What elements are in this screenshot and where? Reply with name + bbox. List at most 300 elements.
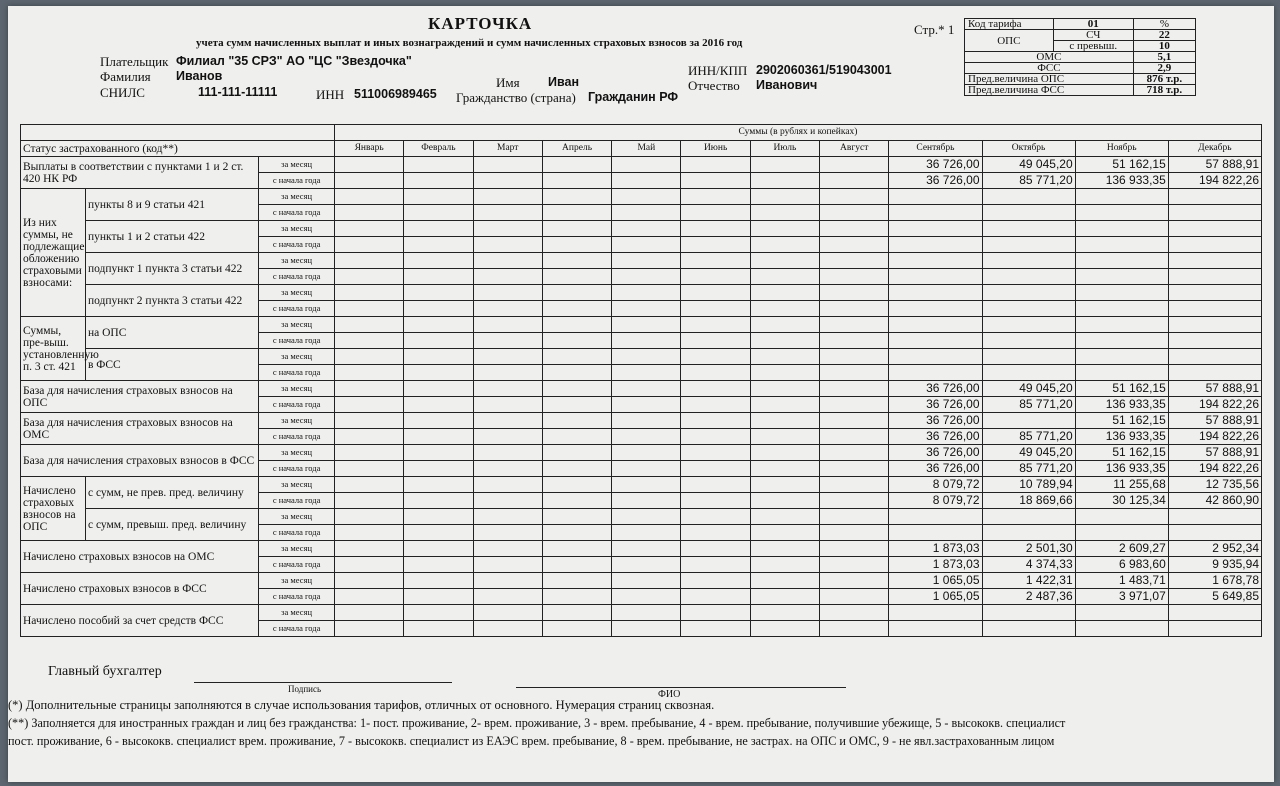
month-cell — [404, 445, 473, 461]
month-cell — [542, 173, 611, 189]
period-label: с начала года — [259, 365, 335, 381]
month-cell — [335, 509, 404, 525]
month-cell — [473, 477, 542, 493]
value-cell: 1 065,05 — [889, 589, 982, 605]
month-cell — [542, 333, 611, 349]
month-cell — [404, 429, 473, 445]
month-header: Июль — [750, 141, 819, 157]
value-cell — [1075, 189, 1168, 205]
month-cell — [404, 477, 473, 493]
month-cell — [542, 621, 611, 637]
value-cell — [1075, 525, 1168, 541]
period-label: за месяц — [259, 285, 335, 301]
month-cell — [335, 605, 404, 621]
fio-caption: ФИО — [658, 689, 681, 700]
value-cell — [1075, 621, 1168, 637]
value-cell: 2 501,30 — [982, 541, 1075, 557]
month-cell — [820, 493, 889, 509]
month-cell — [404, 365, 473, 381]
limit-ops-value: 876 т.р. — [1133, 74, 1195, 85]
month-cell — [404, 621, 473, 637]
month-cell — [612, 477, 681, 493]
month-cell — [681, 461, 750, 477]
month-cell — [820, 509, 889, 525]
value-cell: 51 162,15 — [1075, 157, 1168, 173]
table-row — [21, 221, 1262, 237]
value-cell — [982, 525, 1075, 541]
month-cell — [404, 605, 473, 621]
value-cell: 42 860,90 — [1168, 493, 1261, 509]
month-cell — [473, 253, 542, 269]
value-cell — [1168, 301, 1261, 317]
month-cell — [335, 285, 404, 301]
month-cell — [750, 365, 819, 381]
value-cell: 3 971,07 — [1075, 589, 1168, 605]
base-ops-month-row — [21, 381, 1262, 397]
value-cell: 194 822,26 — [1168, 173, 1261, 189]
month-cell — [820, 349, 889, 365]
on-ops-label: на ОПС — [85, 317, 258, 349]
month-cell — [750, 173, 819, 189]
month-cell — [542, 461, 611, 477]
month-cell — [473, 557, 542, 573]
value-cell: 1 422,31 — [982, 573, 1075, 589]
month-cell — [681, 349, 750, 365]
month-cell — [404, 221, 473, 237]
month-cell — [542, 445, 611, 461]
document-subtitle: учета сумм начисленных выплат и иных вознаграждений и сумм начисленных страховых взносов за 2016 год — [196, 37, 743, 49]
month-cell — [473, 317, 542, 333]
month-cell — [404, 333, 473, 349]
month-cell — [542, 285, 611, 301]
month-cell — [612, 397, 681, 413]
month-cell — [681, 189, 750, 205]
month-cell — [681, 285, 750, 301]
month-cell — [542, 413, 611, 429]
month-cell — [542, 189, 611, 205]
value-cell — [889, 285, 982, 301]
month-cell — [404, 557, 473, 573]
value-cell: 1 873,03 — [889, 557, 982, 573]
value-cell — [889, 509, 982, 525]
period-label: за месяц — [259, 445, 335, 461]
month-header: Март — [473, 141, 542, 157]
value-cell: 51 162,15 — [1075, 445, 1168, 461]
value-cell: 36 726,00 — [889, 461, 982, 477]
period-label: за месяц — [259, 157, 335, 173]
month-cell — [750, 237, 819, 253]
value-cell — [889, 237, 982, 253]
month-cell — [473, 349, 542, 365]
month-header: Ноябрь — [1075, 141, 1168, 157]
month-cell — [404, 157, 473, 173]
month-cell — [612, 573, 681, 589]
month-cell — [542, 509, 611, 525]
month-cell — [681, 621, 750, 637]
limit-fss-label: Пред.величина ФСС — [965, 85, 1134, 96]
value-cell — [889, 349, 982, 365]
month-cell — [612, 557, 681, 573]
value-cell — [1168, 221, 1261, 237]
month-cell — [473, 205, 542, 221]
period-label: за месяц — [259, 189, 335, 205]
month-cell — [542, 589, 611, 605]
month-cell — [750, 205, 819, 221]
exempt-group-label: Из них суммы, не подлежащие обложению страховыми взносами: — [21, 189, 86, 317]
month-cell — [404, 397, 473, 413]
month-cell — [820, 573, 889, 589]
fss-label: ФСС — [965, 63, 1134, 74]
month-cell — [404, 573, 473, 589]
month-cell — [820, 605, 889, 621]
period-label: с начала года — [259, 173, 335, 189]
month-cell — [681, 317, 750, 333]
value-cell: 194 822,26 — [1168, 429, 1261, 445]
month-cell — [750, 253, 819, 269]
month-cell — [820, 557, 889, 573]
card-document — [8, 6, 1274, 782]
month-cell — [335, 317, 404, 333]
benefits-label: Начислено пособий за счет средств ФСС — [21, 605, 259, 637]
over-value: 10 — [1133, 41, 1195, 52]
month-cell — [681, 605, 750, 621]
month-cell — [335, 621, 404, 637]
base-fss-month-row — [21, 445, 1262, 461]
payments-month-row — [21, 157, 1262, 173]
value-cell — [982, 285, 1075, 301]
month-cell — [750, 573, 819, 589]
period-label: за месяц — [259, 509, 335, 525]
citizenship-label: Гражданство (страна) — [456, 90, 576, 105]
month-cell — [681, 205, 750, 221]
month-cell — [681, 381, 750, 397]
snils-value: 111-111-11111 — [198, 85, 278, 99]
month-cell — [681, 301, 750, 317]
sch-value: 22 — [1133, 30, 1195, 41]
value-cell — [1075, 605, 1168, 621]
month-header: Июнь — [681, 141, 750, 157]
month-cell — [473, 621, 542, 637]
month-cell — [542, 477, 611, 493]
under-limit-label: с сумм, не прев. пред. величину — [85, 477, 258, 509]
month-cell — [681, 157, 750, 173]
value-cell — [1168, 317, 1261, 333]
value-cell — [1075, 253, 1168, 269]
value-cell: 2 609,27 — [1075, 541, 1168, 557]
month-cell — [335, 461, 404, 477]
month-cell — [404, 413, 473, 429]
month-cell — [820, 157, 889, 173]
month-cell — [473, 461, 542, 477]
month-cell — [820, 429, 889, 445]
month-cell — [820, 301, 889, 317]
value-cell — [982, 605, 1075, 621]
month-cell — [335, 477, 404, 493]
month-cell — [750, 381, 819, 397]
value-cell: 36 726,00 — [889, 445, 982, 461]
month-cell — [750, 621, 819, 637]
table-row — [21, 605, 1262, 621]
month-header: Сентябрь — [889, 141, 982, 157]
value-cell: 11 255,68 — [1075, 477, 1168, 493]
month-cell — [335, 269, 404, 285]
value-cell — [889, 605, 982, 621]
footnote-status-1: (**) Заполняется для иностранных граждан и лиц без гражданства: 1- пост. проживание, 2- врем. проживание, 3 - врем. пребывание, 4 - врем. пребывание, получившие убежище, 5 - высококв. специалист — [8, 716, 1066, 730]
month-cell — [612, 301, 681, 317]
value-cell: 85 771,20 — [982, 429, 1075, 445]
inn-kpp-label: ИНН/КПП — [688, 63, 748, 78]
month-cell — [750, 285, 819, 301]
month-cell — [473, 269, 542, 285]
month-cell — [750, 349, 819, 365]
month-cell — [750, 589, 819, 605]
value-cell — [982, 365, 1075, 381]
value-cell — [1168, 333, 1261, 349]
month-cell — [473, 573, 542, 589]
month-cell — [820, 461, 889, 477]
value-cell: 51 162,15 — [1075, 413, 1168, 429]
month-cell — [335, 381, 404, 397]
month-cell — [542, 317, 611, 333]
month-cell — [681, 333, 750, 349]
value-cell: 136 933,35 — [1075, 461, 1168, 477]
month-cell — [820, 525, 889, 541]
month-cell — [750, 541, 819, 557]
month-cell — [404, 253, 473, 269]
table-row — [21, 317, 1262, 333]
month-cell — [750, 301, 819, 317]
period-label: за месяц — [259, 541, 335, 557]
month-cell — [681, 413, 750, 429]
surname-label: Фамилия — [100, 69, 151, 84]
footnote-status-2: пост. проживание, 6 - высококв. специалист врем. проживание, 7 - высококв. специалист из ЕАЭС врем. пребывание, 8 - врем. пребывание, не застрах. на ОПС и ОМС, 9 - не явл.застрахованным лицом — [8, 734, 1055, 748]
period-label: за месяц — [259, 413, 335, 429]
month-cell — [473, 397, 542, 413]
month-cell — [542, 237, 611, 253]
value-cell — [982, 413, 1075, 429]
payments-label: Выплаты в соответствии с пунктами 1 и 2 ст. 420 НК РФ — [21, 157, 259, 189]
value-cell — [1075, 269, 1168, 285]
month-cell — [612, 605, 681, 621]
month-cell — [612, 205, 681, 221]
value-cell: 6 983,60 — [1075, 557, 1168, 573]
month-cell — [473, 413, 542, 429]
table-row — [21, 285, 1262, 301]
value-cell: 4 374,33 — [982, 557, 1075, 573]
period-label: с начала года — [259, 525, 335, 541]
month-cell — [612, 429, 681, 445]
surname-value: Иванов — [176, 69, 223, 83]
month-cell — [612, 285, 681, 301]
month-cell — [335, 253, 404, 269]
oms-value: 5,1 — [1133, 52, 1195, 63]
value-cell — [982, 221, 1075, 237]
value-cell — [982, 621, 1075, 637]
value-cell — [889, 221, 982, 237]
month-cell — [681, 445, 750, 461]
table-row — [21, 349, 1262, 365]
month-cell — [750, 509, 819, 525]
period-label: с начала года — [259, 557, 335, 573]
month-cell — [681, 589, 750, 605]
month-cell — [612, 493, 681, 509]
month-cell — [473, 525, 542, 541]
month-cell — [473, 493, 542, 509]
month-cell — [404, 189, 473, 205]
month-cell — [335, 157, 404, 173]
limit-fss-value: 718 т.р. — [1133, 85, 1195, 96]
month-cell — [820, 317, 889, 333]
value-cell: 136 933,35 — [1075, 173, 1168, 189]
period-label: с начала года — [259, 493, 335, 509]
p8-9-label: пункты 8 и 9 статьи 421 — [85, 189, 258, 221]
month-cell — [404, 285, 473, 301]
month-header: Октябрь — [982, 141, 1075, 157]
month-cell — [820, 477, 889, 493]
month-cell — [820, 221, 889, 237]
month-cell — [750, 157, 819, 173]
months-row — [21, 141, 1262, 157]
month-header: Апрель — [542, 141, 611, 157]
month-cell — [335, 525, 404, 541]
over-label: с превыш. — [1053, 41, 1133, 52]
month-cell — [612, 157, 681, 173]
tariff-table — [964, 18, 1196, 96]
month-cell — [335, 413, 404, 429]
month-cell — [612, 173, 681, 189]
value-cell: 9 935,94 — [1168, 557, 1261, 573]
value-cell: 85 771,20 — [982, 173, 1075, 189]
month-cell — [612, 525, 681, 541]
month-cell — [335, 445, 404, 461]
month-cell — [750, 397, 819, 413]
month-cell — [404, 589, 473, 605]
month-cell — [612, 317, 681, 333]
name-label: Имя — [496, 75, 520, 90]
month-cell — [750, 269, 819, 285]
month-cell — [681, 493, 750, 509]
value-cell — [1168, 349, 1261, 365]
value-cell: 36 726,00 — [889, 157, 982, 173]
month-cell — [612, 509, 681, 525]
month-cell — [473, 333, 542, 349]
period-label: за месяц — [259, 349, 335, 365]
value-cell: 1 678,78 — [1168, 573, 1261, 589]
month-cell — [404, 301, 473, 317]
month-cell — [612, 333, 681, 349]
value-cell — [889, 525, 982, 541]
value-cell — [1075, 509, 1168, 525]
month-cell — [681, 221, 750, 237]
month-cell — [612, 461, 681, 477]
month-cell — [404, 237, 473, 253]
month-cell — [750, 557, 819, 573]
table-row — [21, 509, 1262, 525]
value-cell — [982, 189, 1075, 205]
month-cell — [542, 253, 611, 269]
value-cell — [982, 301, 1075, 317]
period-label: с начала года — [259, 397, 335, 413]
table-row — [21, 253, 1262, 269]
value-cell — [1075, 237, 1168, 253]
month-cell — [542, 205, 611, 221]
tariff-code-value: 01 — [1053, 19, 1133, 30]
base-fss-label: База для начисления страховых взносов в ФСС — [21, 445, 259, 477]
month-cell — [612, 589, 681, 605]
sums-table — [20, 124, 1262, 637]
period-label: за месяц — [259, 605, 335, 621]
value-cell: 194 822,26 — [1168, 461, 1261, 477]
value-cell: 49 045,20 — [982, 381, 1075, 397]
period-label: за месяц — [259, 381, 335, 397]
month-cell — [473, 237, 542, 253]
month-cell — [335, 541, 404, 557]
month-cell — [473, 365, 542, 381]
value-cell: 57 888,91 — [1168, 445, 1261, 461]
value-cell: 36 726,00 — [889, 397, 982, 413]
status-label: Статус застрахованного (код**) — [21, 141, 335, 157]
fss-value: 2,9 — [1133, 63, 1195, 74]
value-cell — [982, 237, 1075, 253]
month-cell — [335, 573, 404, 589]
month-cell — [542, 525, 611, 541]
month-cell — [612, 349, 681, 365]
period-label: с начала года — [259, 301, 335, 317]
month-cell — [750, 461, 819, 477]
month-cell — [820, 381, 889, 397]
month-cell — [473, 173, 542, 189]
ops-label: ОПС — [965, 30, 1054, 52]
month-header: Январь — [335, 141, 404, 157]
citizenship-value: Гражданин РФ — [588, 90, 679, 104]
month-cell — [404, 509, 473, 525]
sch-label: СЧ — [1053, 30, 1133, 41]
value-cell: 5 649,85 — [1168, 589, 1261, 605]
value-cell — [889, 333, 982, 349]
accr-fss-label: Начислено страховых взносов в ФСС — [21, 573, 259, 605]
value-cell — [1168, 237, 1261, 253]
value-cell: 136 933,35 — [1075, 429, 1168, 445]
name-value: Иван — [548, 75, 580, 89]
month-cell — [404, 493, 473, 509]
value-cell — [982, 317, 1075, 333]
value-cell: 51 162,15 — [1075, 381, 1168, 397]
value-cell: 49 045,20 — [982, 157, 1075, 173]
month-cell — [335, 237, 404, 253]
base-oms-month-row — [21, 413, 1262, 429]
value-cell: 8 079,72 — [889, 493, 982, 509]
value-cell — [982, 269, 1075, 285]
limit-ops-label: Пред.величина ОПС — [965, 74, 1134, 85]
value-cell — [1075, 333, 1168, 349]
month-cell — [612, 189, 681, 205]
value-cell — [1168, 269, 1261, 285]
value-cell — [1075, 205, 1168, 221]
month-cell — [820, 285, 889, 301]
value-cell: 30 125,34 — [1075, 493, 1168, 509]
value-cell — [1168, 365, 1261, 381]
month-cell — [681, 541, 750, 557]
period-label: с начала года — [259, 589, 335, 605]
month-cell — [820, 413, 889, 429]
value-cell — [982, 253, 1075, 269]
month-cell — [750, 445, 819, 461]
month-cell — [335, 493, 404, 509]
period-label: за месяц — [259, 221, 335, 237]
month-cell — [681, 237, 750, 253]
value-cell: 1 873,03 — [889, 541, 982, 557]
value-cell: 36 726,00 — [889, 429, 982, 445]
